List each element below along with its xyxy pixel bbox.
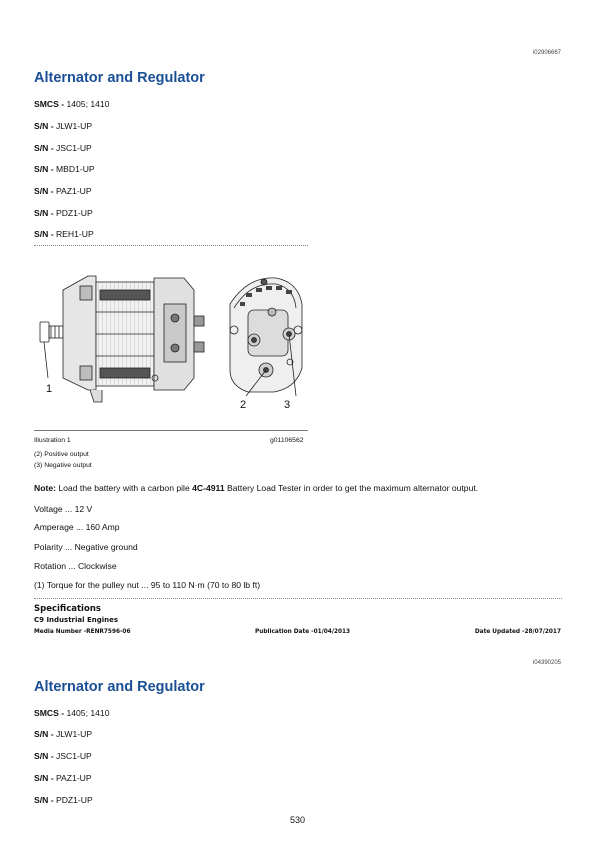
note-text-post: Battery Load Tester in order to get the maximum alternator output.	[227, 483, 479, 493]
spec-line: Amperage ... 160 Amp	[34, 522, 120, 532]
serial-value: PDZ1-UP	[55, 795, 93, 805]
note-label: Note:	[34, 483, 56, 493]
sn-label: S/N -	[34, 773, 54, 783]
callout-1: 1	[46, 383, 53, 395]
section-title: Alternator and Regulator	[34, 70, 205, 86]
serial-value: JSC1-UP	[55, 751, 92, 761]
media-number: Media Number -RENR7596-06	[34, 629, 131, 635]
callout-2: 2	[240, 399, 247, 411]
document-id: i04390205	[532, 660, 561, 666]
legend-item: (2) Positive output	[34, 451, 89, 458]
sn-label: S/N -	[34, 164, 54, 174]
serial-value: JSC1-UP	[55, 143, 92, 153]
serial-value: PAZ1-UP	[55, 186, 92, 196]
serial-value: REH1-UP	[55, 229, 94, 239]
section-title: Alternator and Regulator	[34, 679, 205, 695]
smcs-line	[34, 708, 109, 718]
serial-line	[34, 164, 95, 174]
divider	[34, 598, 562, 599]
serial-line	[34, 143, 92, 153]
sn-label: S/N -	[34, 229, 54, 239]
serial-line	[34, 751, 92, 761]
callout-3: 3	[284, 399, 291, 411]
serial-line	[34, 729, 92, 739]
footer-title: Specifications	[34, 604, 101, 614]
sn-label: S/N -	[34, 143, 54, 153]
serial-line	[34, 208, 93, 218]
serial-line	[34, 186, 92, 196]
smcs-value: 1405; 1410	[66, 708, 110, 718]
spec-line: Voltage ... 12 V	[34, 504, 93, 514]
legend-item: (3) Negative output	[34, 462, 92, 469]
sn-label: S/N -	[34, 208, 54, 218]
smcs-line	[34, 99, 109, 109]
serial-line	[34, 121, 92, 131]
note-text-pre: Load the battery with a carbon pile	[58, 483, 190, 493]
serial-line	[34, 773, 92, 783]
part-number: 4C-4911	[192, 483, 225, 493]
serial-line	[34, 795, 93, 805]
smcs-label: SMCS -	[34, 708, 65, 718]
page-number: 530	[289, 815, 306, 825]
sn-label: S/N -	[34, 751, 54, 761]
spec-line: Rotation ... Clockwise	[34, 561, 117, 571]
date-updated: Date Updated -28/07/2017	[474, 629, 561, 635]
sn-label: S/N -	[34, 795, 54, 805]
serial-value: MBD1-UP	[55, 164, 95, 174]
sn-label: S/N -	[34, 121, 54, 131]
smcs-label: SMCS -	[34, 99, 65, 109]
illustration-caption: Illustration 1	[34, 437, 71, 444]
sn-label: S/N -	[34, 186, 54, 196]
note-paragraph	[34, 483, 478, 493]
serial-value: JLW1-UP	[55, 121, 93, 131]
serial-value: PAZ1-UP	[55, 773, 92, 783]
smcs-value: 1405; 1410	[66, 99, 110, 109]
serial-value: JLW1-UP	[55, 729, 93, 739]
graphic-id: g01106562	[270, 437, 304, 444]
alternator-illustration	[34, 260, 308, 428]
publication-date: Publication Date -01/04/2013	[255, 629, 351, 635]
sn-label: S/N -	[34, 729, 54, 739]
footer-subtitle: C9 Industrial Engines	[34, 616, 119, 624]
spec-line: (1) Torque for the pulley nut ... 95 to 110 N·m (70 to 80 lb ft)	[34, 580, 261, 590]
serial-line	[34, 229, 94, 239]
serial-value: PDZ1-UP	[55, 208, 93, 218]
document-id: i02906667	[532, 50, 561, 56]
divider	[34, 245, 308, 246]
spec-line: Polarity ... Negative ground	[34, 542, 138, 552]
figure-divider	[34, 430, 308, 431]
